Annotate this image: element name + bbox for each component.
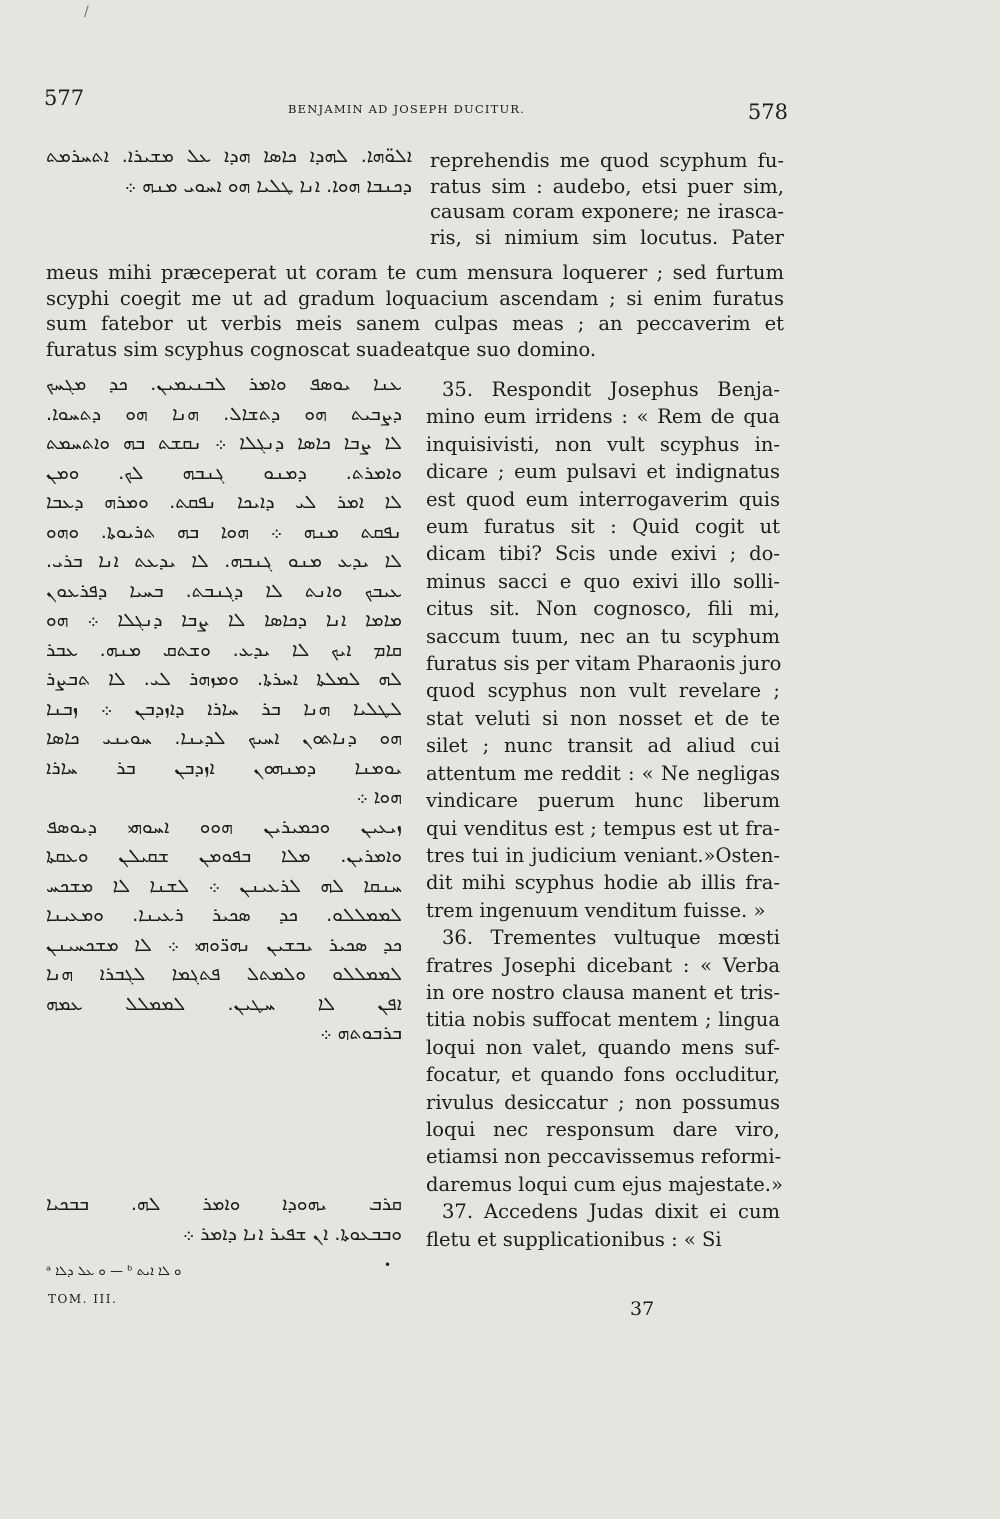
latin-line: focatur, et quando fons occluditur, <box>426 1063 780 1087</box>
syriac-line: ܟܕ ܣܟܝܪ ܝܒܫܝܢ ܢܗܪ̈ܘܗܝ ܀ ܠܐ ܡܫܟܚܝܢܢ <box>46 933 402 956</box>
latin-line: scyphi coegit me ut ad gradum loquacium ascendam ; si enim furatus <box>46 286 784 310</box>
latin-line: loqui non valet, quando mens suf- <box>426 1035 780 1059</box>
latin-line: tres tui in judicium veniant.»Osten- <box>426 843 780 867</box>
syriac-line: ܩܪܒ ܝܗܘܕܐ ܘܐܡܪ ܠܗ. ܒܒܟܝܐ <box>46 1193 402 1215</box>
latin-line: causam coram exponere; ne irasca- <box>430 200 784 224</box>
syriac-line: ܥܢܐ ܝܘܣܦ ܘܐܡܪ ܠܒܢܝܡܝܢ. ܟܕ ܡܓܚܟ <box>46 373 402 395</box>
latin-line: dit mihi scyphus hodie ab illis fra- <box>426 871 780 895</box>
latin-line: etiamsi non peccavissemus reformi- <box>426 1145 782 1169</box>
latin-right-column <box>426 376 783 1253</box>
syriac-line: ܠܐ ܐܡܪ ܠܝ ܕܐܝܟܐ ܢܦܩܬ. ܘܡܪܗ ܕܥܒܐ <box>46 491 402 513</box>
signature-mark: TOM. III. <box>48 1292 118 1306</box>
page-number-left: 577 <box>44 86 85 110</box>
latin-line: inquisivisti, non vult scyphus in- <box>426 432 780 456</box>
syriac-line: ܗܘܐ ܀ <box>356 786 402 808</box>
latin-line: trem ingenuum venditum fuisse. » <box>426 898 766 922</box>
latin-line: meus mihi præceperat ut coram te cum mensura loquerer ; sed furtum <box>46 261 784 284</box>
running-title: BENJAMIN AD JOSEPH DUCITUR. <box>288 102 526 116</box>
latin-line: daremus loqui cum ejus majestate.» <box>426 1172 783 1196</box>
latin-line: silet ; nunc transit ad aliud cui <box>426 734 780 758</box>
syriac-line: ܘܐܡܪܬ. ܕܡܢܘ ܓܢܒܗ ܠܟ. ܘܡܢ <box>46 461 402 484</box>
page-header <box>44 86 788 126</box>
latin-line: ris, si nimium sim locutus. Pater <box>430 225 784 249</box>
syriac-line: ܒܪܒܘܬܗ ܀ <box>320 1022 402 1044</box>
syriac-line: ܐܠܘ̈ܗܐ. ܠܗܕܐ ܟܐܣܐ ܗܕܐ ܥܠ ܡܫܝܪܐ. ܐܬܚܪܡܬ <box>46 145 412 167</box>
latin-line: rivulus desiccatur ; non possumus <box>426 1090 780 1114</box>
stray-mark: / <box>84 4 89 20</box>
syriac-line: ܚܢܩܐ ܠܗ ܠܪܥܝܢܢ ܀ ܠܫܢܐ ܠܐ ܡܫܟܚ <box>46 874 402 897</box>
latin-line: ratus sim : audebo, etsi puer sim, <box>430 174 784 198</box>
syriac-line: ܐܦܢ ܠܐ ܚܛܝܢ. ܠܡܡܠܠ ܥܡܗ <box>46 992 402 1015</box>
latin-line: furatus sis per vitam Pharaonis juro <box>426 652 782 676</box>
latin-full-width-block <box>46 260 784 362</box>
syriac-line: ܢܦܩܬ ܡܢܗ ܀ ܗܘܐ ܒܗ ܬܪܝܘܬܐ. ܘܗܘ <box>46 520 402 543</box>
syriac-line: ܕܨܒܝܬ ܗܘ ܕܬܫܐܠ. ܗܢܐ ܗܘ ܕܬܚܘܐ. <box>46 402 402 425</box>
sheet-number: 37 <box>630 1298 655 1320</box>
syriac-line: ܕܟܢܒܐ ܗܘܐ. ܐܢܐ ܛܠܝܐ ܗܘ ܐܚܘܝ ܡܢܗ ܀ <box>124 174 412 197</box>
syriac-line: ܙܝܥܝܢ ܘܟܡܝܪܝܢ ܗܘܘ ܐܚܘܗܝ ܕܝܘܣܦ <box>46 815 402 838</box>
syriac-line: ܠܡܡܠܠܘ. ܟܕ ܣܟܝܪ ܪܥܝܢܐ. ܘܡܥܝܢܐ <box>46 904 402 926</box>
latin-line: 37. Accedens Judas dixit ei cum <box>442 1200 780 1224</box>
latin-line: titia nobis suffocat mentem ; lingua <box>426 1008 780 1032</box>
syriac-line: ܗܘ ܕܢܐܬܘܢ ܐܚܝܟ ܠܕܝܢܐ. ܚܘܝܢܝ ܟܐܣܐ <box>46 727 402 749</box>
syriac-line: ܝܘܡܢܐ ܕܡܢܗܘܢ ܐܙܕܒܢ ܒܪ ܚܐܪܐ <box>46 756 402 779</box>
latin-line: fratres Josephi dicebant : « Verba <box>426 953 780 977</box>
syriac-line: ܠܡܡܠܠܘ ܘܠܡܬܠ ܦܬܓܡܐ ܠܓܒܪܐ ܗܢܐ <box>46 963 402 985</box>
latin-line: stat veluti si non nosset et de te <box>426 706 780 730</box>
latin-line: dicare ; eum pulsavi et indignatus <box>426 460 780 484</box>
syriac-line: ܠܛܠܝܐ ܗܢܐ ܒܪ ܚܐܪܐ ܕܐܙܕܒܢ ܀ ܙܒܢܐ <box>46 697 402 720</box>
latin-top-block <box>430 148 784 250</box>
latin-line: 36. Trementes vultuque mœsti <box>442 926 780 950</box>
latin-line: quod scyphus non vult revelare ; <box>426 679 780 703</box>
syriac-line: ܡܐܡܐ ܐܢܐ ܕܟܐܣܐ ܠܐ ܨܒܐ ܕܢܓܠܐ ܀ ܗܘ <box>46 609 402 631</box>
page-number-right: 578 <box>747 100 788 124</box>
syriac-line: ܘܒܒܥܘܬܐ. ܐܢ ܫܦܝܪ ܐܢܐ ܕܐܡܪ ܀ <box>182 1222 402 1245</box>
latin-line: minus sacci e quo exivi illo solli- <box>426 569 780 593</box>
syriac-line: ܠܐ ܨܒܐ ܟܐܣܐ ܕܢܓܠܐ ܀ ܢܩܫܬ ܒܗ ܘܐܬܚܡܬ <box>46 432 402 454</box>
syriac-left-column <box>46 370 402 1049</box>
latin-line: mino eum irridens : « Rem de qua <box>426 405 780 429</box>
latin-line: dicam tibi? Scis unde exivi ; do- <box>426 542 780 566</box>
latin-line: attentum me reddit : « Ne negligas <box>426 761 780 785</box>
syriac-bottom-block <box>46 1190 402 1249</box>
latin-line: citus sit. Non cognosco, fili mi, <box>426 597 780 621</box>
syriac-line: ܩܐܡ ܐܝܟ ܠܐ ܝܕܥ. ܘܫܬܩ ܡܢܗ. ܥܒܪ <box>46 638 402 661</box>
syriac-line: ܘܐܡܪܝܢ. ܡܠܐ ܒܦܘܡܢ ܫܩܝܠܢ ܘܥܩܬܐ <box>46 845 402 867</box>
syriac-top-block <box>46 142 412 201</box>
latin-line: in ore nostro clausa manent et tris- <box>426 980 780 1004</box>
latin-line: reprehendis me quod scyphum fu- <box>430 149 784 172</box>
latin-line: furatus sim scyphus cognoscat suadeatque suo domino. <box>46 337 597 361</box>
syriac-line: ܠܗ ܠܡܠܬܐ ܐܚܪܬܐ. ܘܡܙܗܪ ܠܝ. ܠܐ ܬܒܨܪ <box>46 668 402 690</box>
syriac-line: ܥܝܒܟ ܘܐܢܬ ܠܐ ܕܓܢܒܬ. ܒܚܝܐ ܕܦܪܥܘܢ <box>46 579 402 602</box>
footnote-text: ᵃ ܘ ܥܠ ܕܠܐ — ᵇ ܘ ܠܐ ܐܝܬ <box>46 1264 182 1279</box>
latin-line: loqui nec responsum dare viro, <box>426 1117 780 1141</box>
latin-line: eum furatus sit : Quid cogit ut <box>426 515 780 539</box>
latin-line: qui venditus est ; tempus est ut fra- <box>426 816 780 840</box>
latin-line: vindicare puerum hunc liberum <box>426 789 780 813</box>
latin-line: 35. Respondit Josephus Benja- <box>442 378 780 401</box>
footnote <box>46 1264 376 1279</box>
ornament-dot: • <box>384 1258 392 1272</box>
latin-line: est quod eum interrogaverim quis <box>426 487 780 511</box>
latin-line: fletu et supplicationibus : « Si <box>426 1227 722 1251</box>
latin-line: saccum tuum, nec an tu scyphum <box>426 624 780 648</box>
syriac-line: ܠܐ ܝܕܥ ܡܢܘ ܓܢܒܗ. ܠܐ ܝܕܥܬ ܐܢܐ ܒܪܝ. <box>46 550 402 572</box>
latin-line: sum fatebor ut verbis meis sanem culpas meas ; an peccaverim et <box>46 312 784 336</box>
